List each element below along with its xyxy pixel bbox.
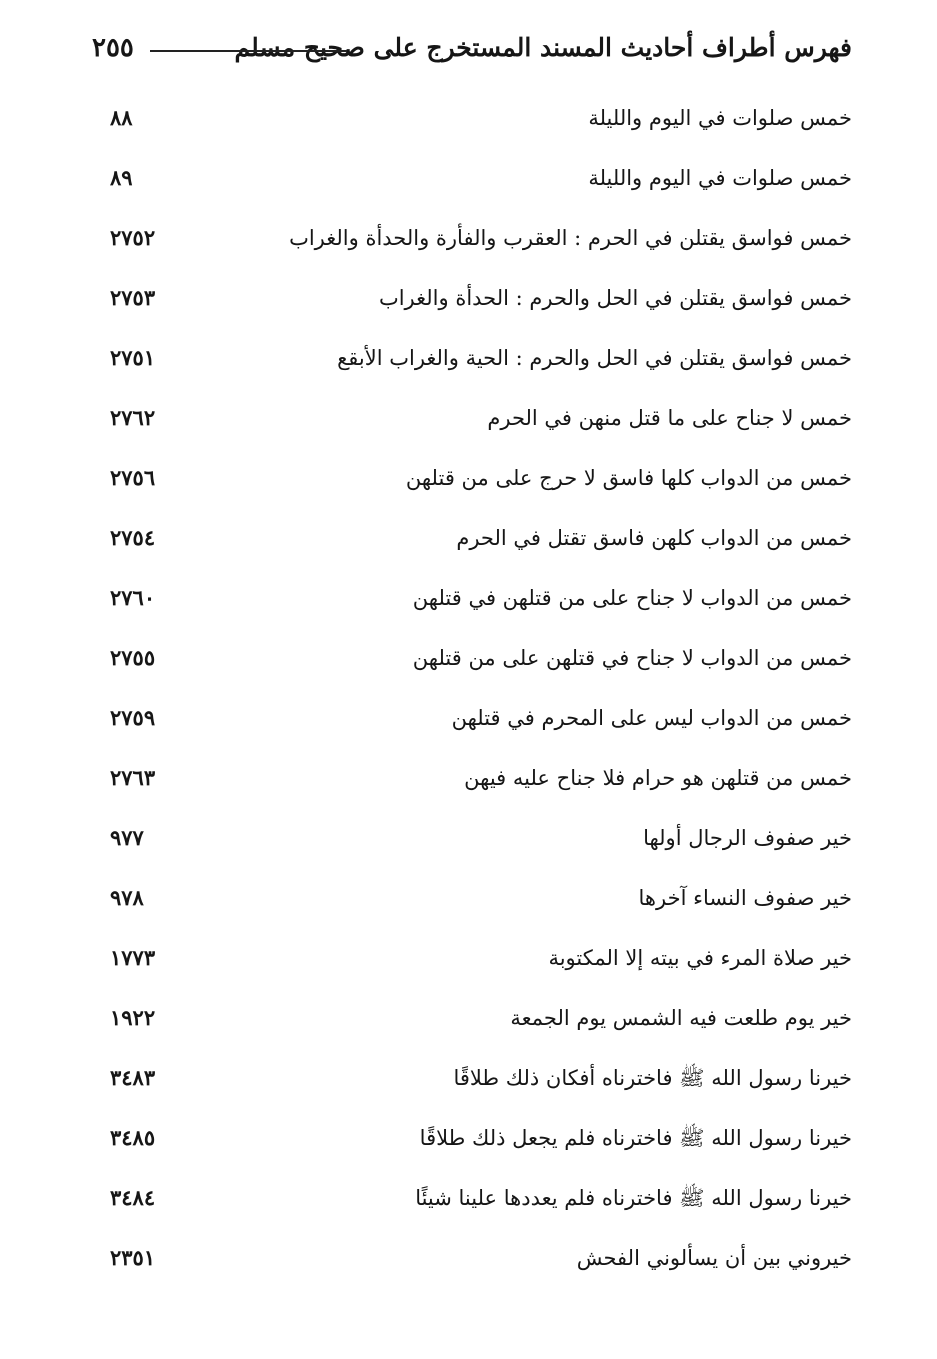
index-entry: [100, 569, 852, 629]
entry-text: خمس من الدواب ليس على المحرم في قتلهن: [451, 706, 852, 730]
entry-text: خير صفوف الرجال أولها: [643, 826, 852, 850]
entry-number: ٢٧٥٥: [110, 645, 156, 670]
index-entry: [100, 89, 852, 149]
hadith-index-list: [100, 89, 852, 1289]
entry-text: خيروني بين أن يسألوني الفحش: [576, 1246, 852, 1270]
header-rule: [150, 50, 347, 52]
entry-number: ٢٧٥٦: [110, 465, 156, 490]
entry-text: خمس من الدواب لا جناح في قتلهن على من قتلهن: [412, 646, 852, 670]
index-entry: [100, 749, 852, 809]
index-entry: [100, 629, 852, 689]
entry-text: خمس من الدواب لا جناح على من قتلهن في قتلهن: [412, 586, 852, 610]
entry-number: ٩٧٧: [110, 825, 144, 850]
entry-text: خيرنا رسول الله ﷺ فاخترناه أفكان ذلك طلاقًا: [453, 1066, 852, 1090]
entry-number: ٢٧٦٢: [110, 405, 156, 430]
entry-number: ٢٧٦٣: [110, 765, 156, 790]
entry-text: خمس فواسق يقتلن في الحل والحرم : الحية والغراب الأبقع: [337, 346, 852, 370]
entry-text: خمس من الدواب كلهن فاسق تقتل في الحرم: [456, 526, 852, 550]
entry-number: ٢٧٥١: [110, 345, 156, 370]
index-entry: [100, 689, 852, 749]
entry-text: خير صلاة المرء في بيته إلا المكتوبة: [548, 946, 852, 970]
index-entry: [100, 449, 852, 509]
index-entry: [100, 1109, 852, 1169]
entry-text: خمس صلوات في اليوم والليلة: [588, 166, 852, 190]
page-number: ٢٥٥: [92, 33, 134, 63]
entry-number: ٩٧٨: [110, 885, 144, 910]
entry-text: خير صفوف النساء آخرها: [638, 886, 852, 910]
index-entry: [100, 269, 852, 329]
entry-number: ٨٨: [110, 105, 133, 130]
entry-text: خمس من الدواب كلها فاسق لا حرج على من قتلهن: [405, 466, 852, 490]
running-title: فهرس أطراف أحاديث المسند المستخرج على صحيح مسلم: [234, 33, 852, 62]
index-entry: [100, 1169, 852, 1229]
entry-text: خير يوم طلعت فيه الشمس يوم الجمعة: [510, 1006, 852, 1030]
index-entry: [100, 509, 852, 569]
index-entry: [100, 1229, 852, 1289]
entry-text: خمس من قتلهن هو حرام فلا جناح عليه فيهن: [464, 766, 852, 790]
entry-number: ١٧٧٣: [110, 945, 156, 970]
index-entry: [100, 869, 852, 929]
index-entry: [100, 809, 852, 869]
index-entry: [100, 149, 852, 209]
entry-number: ٢٧٥٩: [110, 705, 156, 730]
entry-text: خمس فواسق يقتلن في الحل والحرم : الحدأة والغراب: [378, 286, 852, 310]
entry-text: خمس صلوات في اليوم والليلة: [588, 106, 852, 130]
entry-number: ٢٧٥٢: [110, 225, 156, 250]
index-entry: [100, 929, 852, 989]
entry-number: ٣٤٨٣: [110, 1065, 156, 1090]
entry-number: ٢٧٥٣: [110, 285, 156, 310]
entry-number: ٣٤٨٤: [110, 1185, 156, 1210]
entry-text: خمس لا جناح على ما قتل منهن في الحرم: [487, 406, 852, 430]
page-header: [92, 28, 852, 68]
entry-number: ٢٧٥٤: [110, 525, 156, 550]
entry-text: خمس فواسق يقتلن في الحرم : العقرب والفأرة والحدأة والغراب: [289, 226, 852, 250]
entry-text: خيرنا رسول الله ﷺ فاخترناه فلم يجعل ذلك طلاقًا: [419, 1126, 852, 1150]
index-entry: [100, 329, 852, 389]
entry-number: ١٩٢٢: [110, 1005, 156, 1030]
entry-number: ٨٩: [110, 165, 133, 190]
entry-number: ٢٧٦٠: [110, 585, 156, 610]
entry-number: ٢٣٥١: [110, 1245, 156, 1270]
entry-text: خيرنا رسول الله ﷺ فاخترناه فلم يعددها علينا شيئًا: [415, 1186, 852, 1210]
index-entry: [100, 209, 852, 269]
entry-number: ٣٤٨٥: [110, 1125, 156, 1150]
index-entry: [100, 1049, 852, 1109]
index-entry: [100, 389, 852, 449]
index-entry: [100, 989, 852, 1049]
